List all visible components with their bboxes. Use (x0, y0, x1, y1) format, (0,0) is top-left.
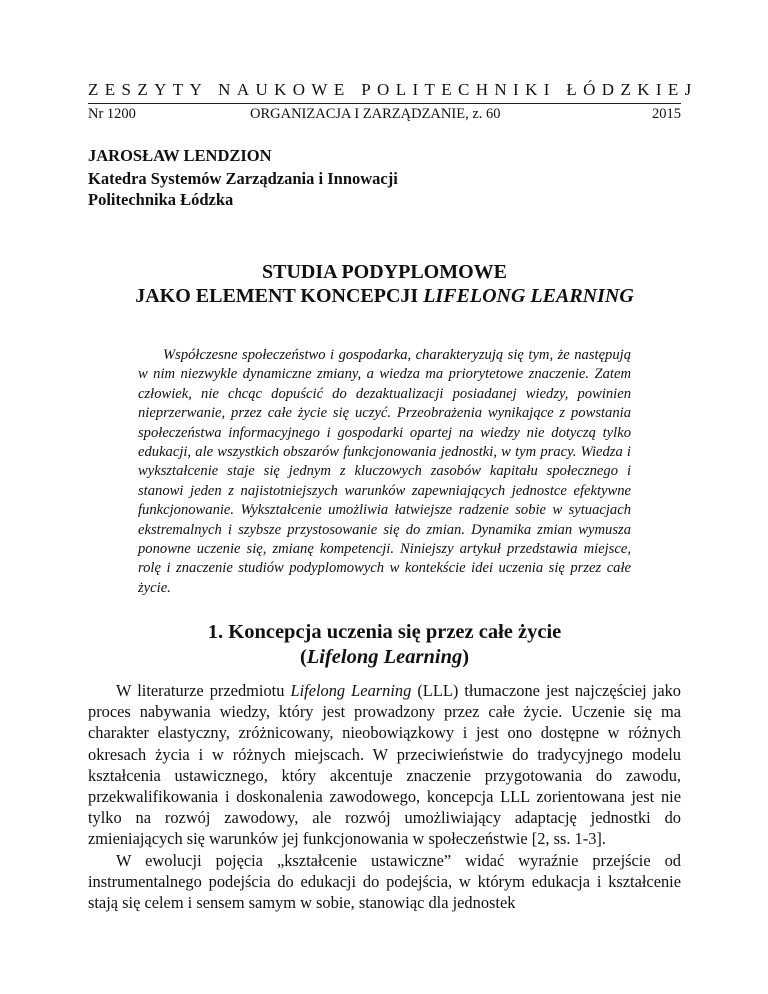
author-name: JAROSŁAW LENDZION (88, 146, 272, 165)
paren-close: ) (462, 646, 470, 668)
section-subtitle (88, 645, 681, 670)
section-title: 1. Koncepcja uczenia się przez całe życie (207, 621, 562, 643)
section-subtitle-italic: Lifelong Learning (306, 646, 463, 668)
title-line-2-italic: LIFELONG LEARNING (423, 285, 634, 307)
paragraph-1-rest: (LLL) tłumaczone jest najczęściej jako proces nabywania wiedzy, który jest prowadzony przez całe życie. Uczenie się ma charakter elastyczny, zróżnicowany, nieobowiązkowy i jest ono dostępne w różnych okresach życia i w różnych miejscach. W przeciwieństwie do tradycyjnego modelu kształcenia ustawicznego, który akcentuje znaczenie przygotowania do zawodu, przekwalifikowania i doskonalenia zawodowego, koncepcja LLL zorientowana jest nie tylko na rozwój zawodowy, ale rozwój umożliwiający adaptację jednostki do zmieniających się warunków jej funkcjonowania w społeczeństwie [2, ss. 1-3]. (88, 681, 681, 849)
series-label: ORGANIZACJA I ZARZĄDZANIE, z. 60 (250, 106, 501, 122)
issue-number: Nr 1200 (88, 106, 136, 122)
paragraph-1-start: W literaturze przedmiotu (116, 681, 291, 700)
paren-open: ( (299, 646, 307, 668)
header-meta (88, 106, 681, 123)
paragraph-1 (88, 680, 681, 850)
header-rule (88, 103, 681, 104)
section-heading (88, 620, 681, 670)
abstract (138, 346, 631, 598)
paragraph-1-italic: Lifelong Learning (290, 681, 412, 700)
abstract-text: Współczesne społeczeństwo i gospodarka, charakteryzują się tym, że następują w nim niezwykle dynamiczne zmiany, a wiedza ma priorytetowe znaczenie. Zatem człowiek, nie chcąc dopuścić do dezaktualizacji posiadanej wiedzy, powinien nieprzerwanie, przez całe życie się uczyć. Przeobrażenia wynikające z powstania społeczeństwa informacyjnego i gospodarki opartej na wiedzy nie dotyczą tylko edukacji, ale wszystkich obszarów funkcjonowania jednostki, w tym pracy. Wiedza i wykształcenie staje się jednym z kluczowych zasobów kapitału społecznego i stanowi jeden z najistotniejszych warunków zapewniających jednostce efektywne funkcjonowanie. Wykształcenie umożliwia łatwiejsze radzenie sobie w sytuacjach ekstremalnych i szybsze przystosowanie się do zmian. Dynamika zmian wymusza ponowne uczenie się, zmianę kompetencji. Niniejszy artykuł przedstawia miejsce, rolę i znaczenie studiów podyplomowych w kontekście idei uczenia się przez całe życie. (138, 347, 631, 596)
author-department: Katedra Systemów Zarządzania i Innowacji (88, 169, 398, 188)
title-line-2 (88, 284, 681, 308)
body-text (88, 680, 681, 913)
title-line-1: STUDIA PODYPLOMOWE (261, 261, 508, 283)
year: 2015 (652, 106, 681, 122)
title-line-2-text: JAKO ELEMENT KONCEPCJI (135, 285, 424, 307)
paragraph-2: W ewolucji pojęcia „kształcenie ustawiczne” widać wyraźnie przejście od instrumentalnego podejścia do edukacji do podejścia, w którym edukacja i kształcenie stają się celem i sensem samym w sobie, stanowiąc dla jednostek (88, 850, 681, 913)
author-institution: Politechnika Łódzka (88, 190, 234, 209)
journal-title: ZESZYTY NAUKOWE POLITECHNIKI ŁÓDZKIEJ (88, 80, 698, 99)
article-title (88, 260, 681, 308)
